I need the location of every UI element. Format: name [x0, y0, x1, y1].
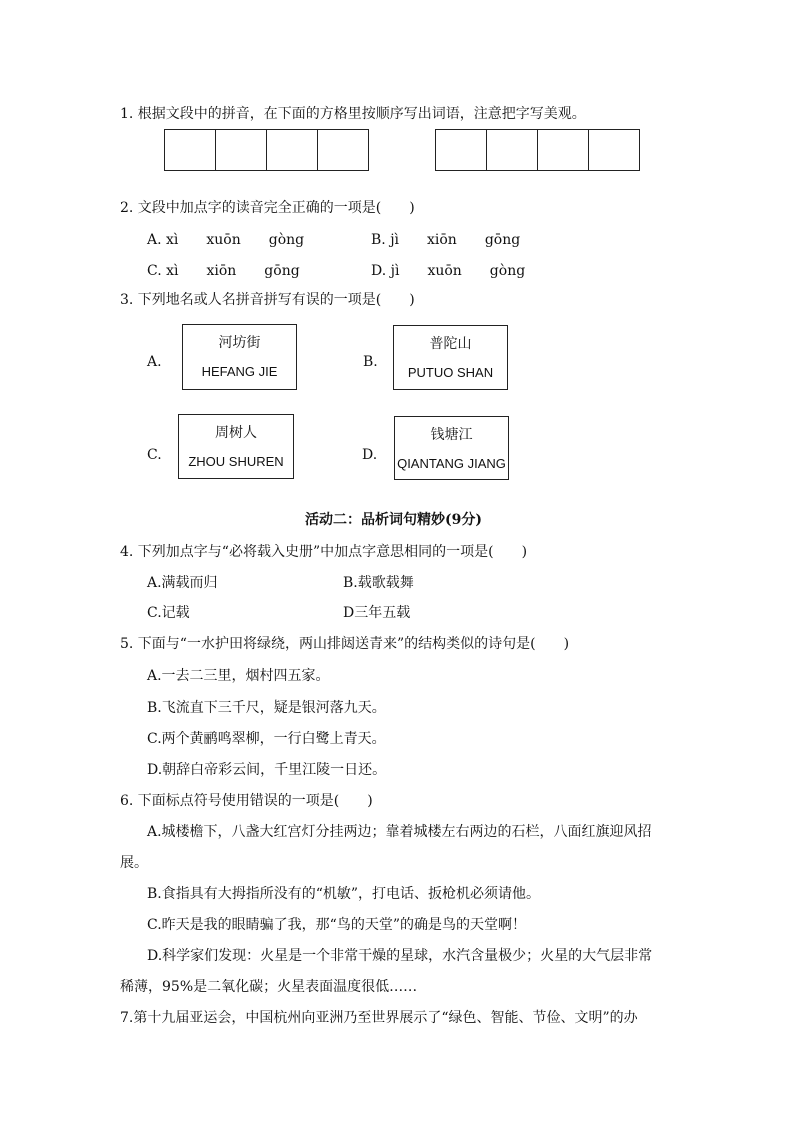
writing-grid-right[interactable]: [435, 129, 640, 171]
grid-cell[interactable]: [487, 130, 538, 170]
q6-option-a-line2: 展。: [120, 855, 148, 871]
q6-option-a-line1[interactable]: A.城楼檐下，八盏大红宫灯分挂两边；靠着城楼左右两边的石栏，八面红旗迎风招: [147, 824, 652, 840]
question-1: 1. 根据文段中的拼音，在下面的方格里按顺序写出词语，注意把字写美观。: [120, 106, 586, 122]
q6-option-d-line1[interactable]: D.科学家们发现：火星是一个非常干燥的星球，水汽含量极少；火星的大气层非常: [147, 948, 653, 964]
section-2-title: 活动二：品析词句精妙(9分): [305, 512, 482, 528]
q3-option-d-hanzi: 钱塘江: [430, 427, 473, 443]
q3-option-b-box: [393, 325, 508, 390]
q3-option-a-hanzi: 河坊街: [218, 335, 261, 351]
q5-option-c[interactable]: C.两个黄鹂鸣翠柳，一行白鹭上青天。: [147, 731, 386, 747]
q4-option-b[interactable]: B.载歌载舞: [343, 575, 414, 591]
q5-option-a[interactable]: A.一去二三里，烟村四五家。: [147, 668, 330, 684]
q3-option-d-box: [394, 416, 509, 480]
question-2: 2. 文段中加点字的读音完全正确的一项是( ): [120, 200, 415, 216]
grid-cell[interactable]: [165, 130, 216, 170]
question-7: 7.第十九届亚运会，中国杭州向亚洲乃至世界展示了“绿色、智能、节俭、文明”的办: [120, 1010, 638, 1026]
q2-option-a[interactable]: A. xì xuōn gòng: [147, 232, 305, 248]
q3-option-c-letter[interactable]: C.: [147, 447, 162, 463]
grid-cell[interactable]: [318, 130, 368, 170]
q6-option-b[interactable]: B.食指具有大拇指所没有的“机敏”，打电话、扳枪机必须请他。: [147, 886, 541, 902]
question-6: 6. 下面标点符号使用错误的一项是( ): [120, 793, 373, 809]
q4-option-d[interactable]: D三年五载: [343, 605, 411, 621]
grid-cell[interactable]: [589, 130, 639, 170]
q6-option-c[interactable]: C.昨天是我的眼睛骗了我，那“鸟的天堂”的确是鸟的天堂啊！: [147, 917, 526, 933]
grid-cell[interactable]: [216, 130, 267, 170]
q3-option-b-letter[interactable]: B.: [363, 354, 378, 370]
q4-option-a[interactable]: A.满载而归: [147, 575, 218, 591]
grid-cell[interactable]: [436, 130, 487, 170]
q5-option-b[interactable]: B.飞流直下三千尺，疑是银河落九天。: [147, 700, 386, 716]
writing-grid-left[interactable]: [164, 129, 369, 171]
q3-option-c-box: [178, 414, 294, 479]
question-4: 4. 下列加点字与“必将载入史册”中加点字意思相同的一项是( ): [120, 544, 528, 560]
q3-option-c-pinyin: ZHOU SHUREN: [188, 454, 284, 469]
q3-option-a-letter[interactable]: A.: [147, 354, 162, 370]
q6-option-d-line2: 稀薄，95%是二氧化碳；火星表面温度很低……: [120, 979, 418, 995]
q2-option-b[interactable]: B. jì xiōn gōng: [371, 232, 521, 248]
q3-option-b-hanzi: 普陀山: [429, 336, 472, 352]
q3-option-a-pinyin: HEFANG JIE: [201, 364, 278, 379]
q3-option-b-pinyin: PUTUO SHAN: [407, 365, 494, 380]
q3-option-a-box: [182, 324, 297, 390]
grid-cell[interactable]: [267, 130, 318, 170]
q3-option-d-pinyin: QIANTANG JIANG: [397, 456, 506, 471]
q5-option-d[interactable]: D.朝辞白帝彩云间，千里江陵一日还。: [147, 762, 387, 778]
q2-option-c[interactable]: C. xì xiōn gōng: [147, 263, 300, 279]
grid-cell[interactable]: [538, 130, 589, 170]
question-3: 3. 下列地名或人名拼音拼写有误的一项是( ): [120, 292, 415, 308]
q3-option-d-letter[interactable]: D.: [362, 447, 378, 463]
question-5: 5. 下面与“一水护田将绿绕，两山排闼送青来”的结构类似的诗句是( ): [120, 636, 570, 652]
q3-option-c-hanzi: 周树人: [215, 425, 257, 441]
q2-option-d[interactable]: D. jì xuōn gòng: [371, 263, 526, 279]
q4-option-c[interactable]: C.记载: [147, 605, 190, 621]
